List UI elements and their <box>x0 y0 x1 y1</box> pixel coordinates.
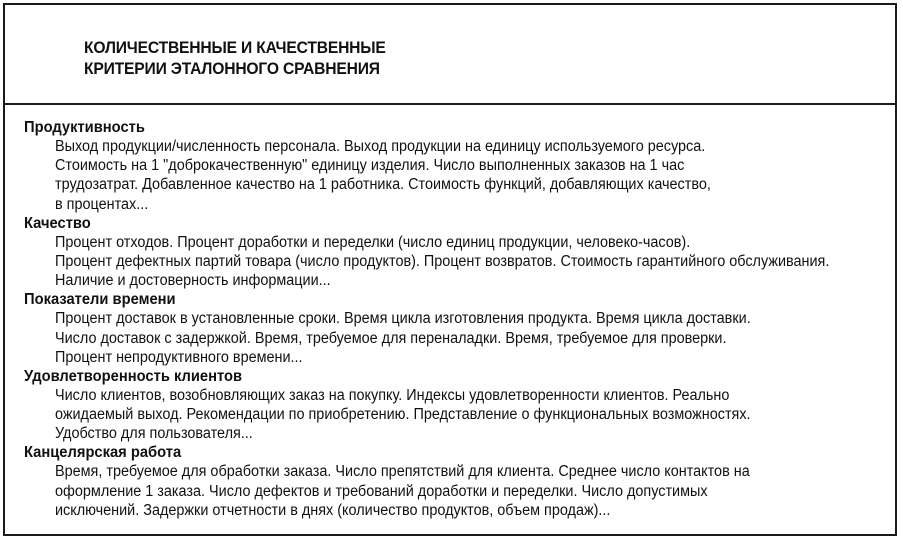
section-heading: Показатели времени <box>24 291 176 309</box>
header-box <box>5 5 895 105</box>
text-line: Процент отходов. Процент доработки и переделки (число единиц продукции, человеко-часов). <box>55 233 691 251</box>
section-clerical-work <box>24 443 884 520</box>
section-body <box>24 309 884 367</box>
text-line: ожидаемый выход. Рекомендации по приобретению. Представление о функциональных возможностях. <box>55 406 751 424</box>
text-line: трудозатрат. Добавленное качество на 1 работника. Стоимость функций, добавляющих качество, <box>55 176 711 194</box>
title-line-2: КРИТЕРИИ ЭТАЛОННОГО СРАВНЕНИЯ <box>84 59 380 78</box>
section-body <box>24 137 884 214</box>
text-line: исключений. Задержки отчетности в днях (количество продуктов, объем продаж)... <box>55 501 611 519</box>
criteria-list <box>24 118 884 520</box>
text-line: Стоимость на 1 "доброкачественную" единицу изделия. Число выполненных заказов на 1 час <box>55 157 685 175</box>
section-customer-satisfaction <box>24 367 884 444</box>
text-line: Удобство для пользователя... <box>55 425 253 443</box>
section-body <box>24 386 884 444</box>
text-line: Процент непродуктивного времени... <box>55 348 303 366</box>
text-line: Время, требуемое для обработки заказа. Число препятствий для клиента. Среднее число контактов на <box>55 463 750 481</box>
text-line: Наличие и достоверность информации... <box>55 272 331 290</box>
section-productivity <box>24 118 884 214</box>
text-line: Процент доставок в установленные сроки. Время цикла изготовления продукта. Время цикла доставки. <box>55 310 751 328</box>
section-quality <box>24 214 884 291</box>
section-time-metrics <box>24 290 884 367</box>
section-body <box>24 233 884 291</box>
page-title <box>84 37 386 79</box>
title-line-1: КОЛИЧЕСТВЕННЫЕ И КАЧЕСТВЕННЫЕ <box>84 38 386 57</box>
section-heading: Канцелярская работа <box>24 444 182 462</box>
text-line: Число клиентов, возобновляющих заказ на покупку. Индексы удовлетворенности клиентов. Реально <box>55 386 730 404</box>
section-heading: Продуктивность <box>24 119 145 136</box>
text-line: в процентах... <box>55 195 149 213</box>
text-line: Процент дефектных партий товара (число продуктов). Процент возвратов. Стоимость гарантийного обслуживания. <box>55 252 830 270</box>
text-line: Число доставок с задержкой. Время, требуемое для переналадки. Время, требуемое для проверки. <box>55 329 727 347</box>
text-line: Выход продукции/численность персонала. Выход продукции на единицу используемого ресурса. <box>55 138 706 155</box>
section-body <box>24 462 884 520</box>
text-line: оформление 1 заказа. Число дефектов и требований доработки и переделки. Число допустимых <box>55 482 708 500</box>
section-heading: Удовлетворенность клиентов <box>24 367 243 385</box>
section-heading: Качество <box>24 214 91 232</box>
